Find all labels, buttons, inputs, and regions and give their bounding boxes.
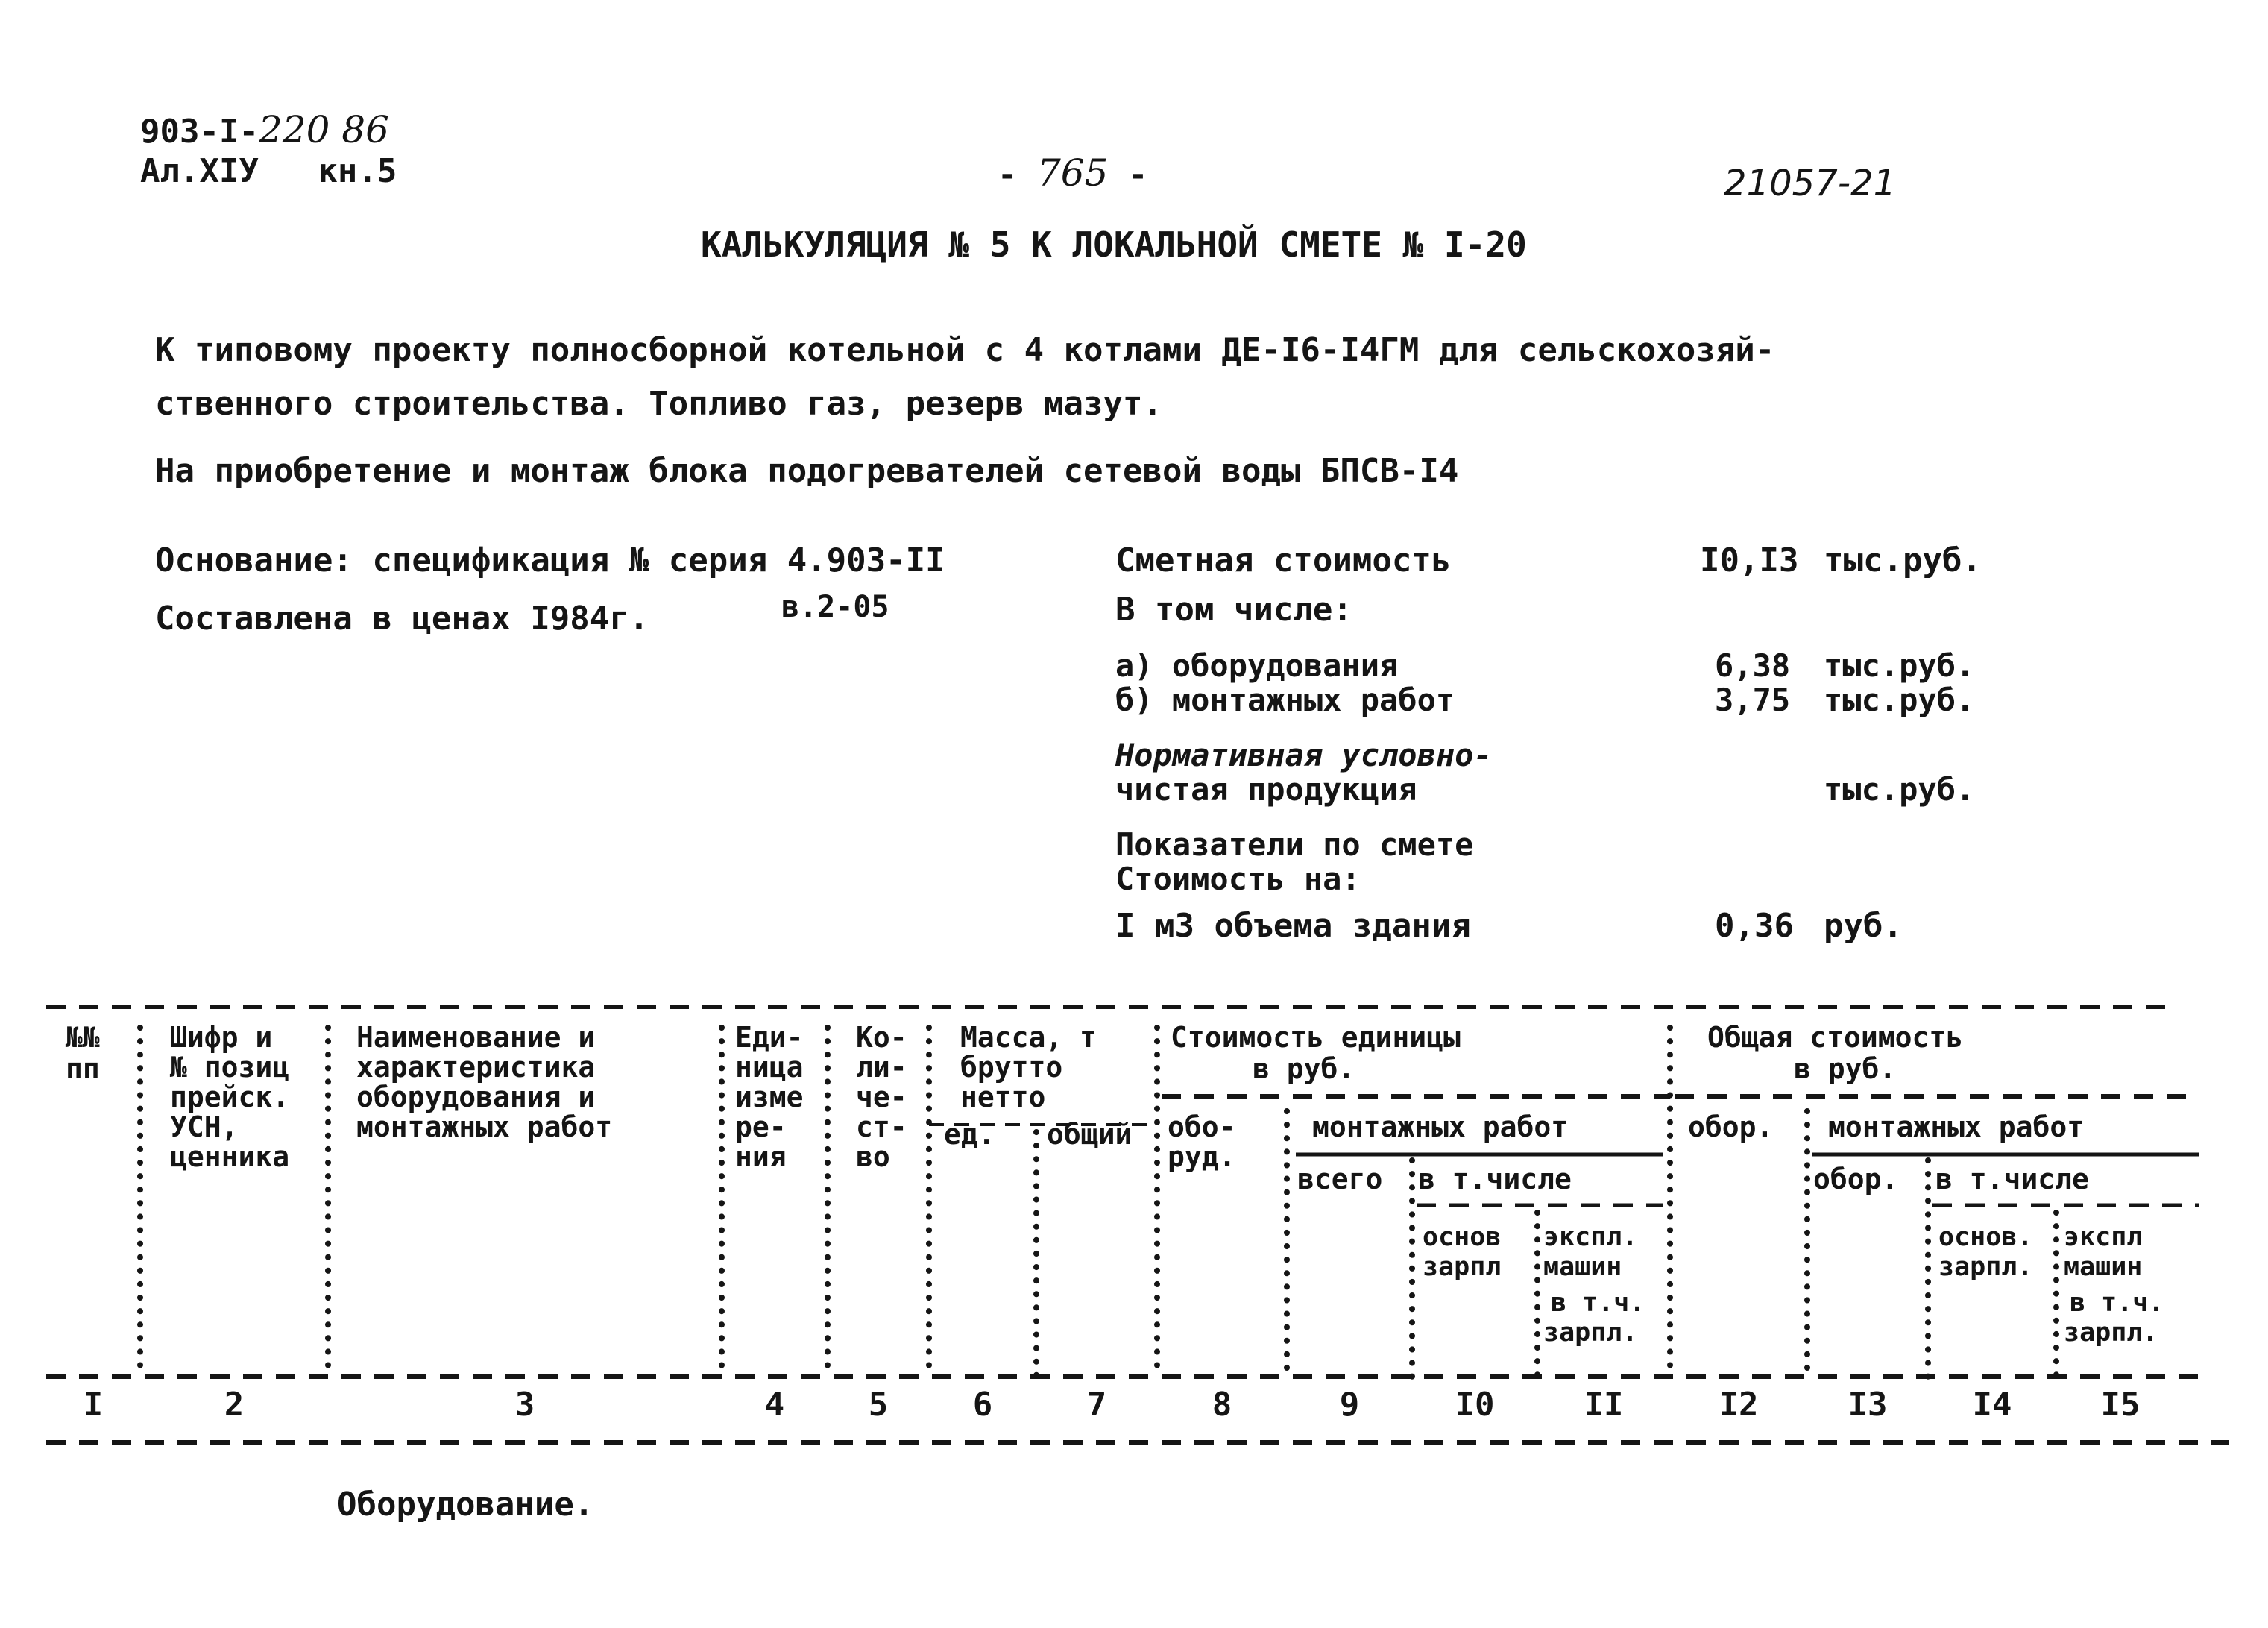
mach2-header-4: зарпл. bbox=[2064, 1318, 2158, 1348]
col2-header-4: УСН, bbox=[170, 1110, 239, 1143]
wage2-header-1: основ. bbox=[1938, 1222, 2033, 1252]
col-number-8: 8 bbox=[1212, 1386, 1232, 1424]
equipment-label: а) оборудования bbox=[1115, 647, 1399, 684]
page-title: КАЛЬКУЛЯЦИЯ № 5 К ЛОКАЛЬНОЙ СМЕТЕ № I-20 bbox=[701, 224, 1527, 265]
doc-code-handwritten: 220 86 bbox=[258, 108, 389, 151]
col4-header-4: ре- bbox=[735, 1110, 787, 1143]
intro-line-2: ственного строительства. Топливо газ, резерв мазут. bbox=[155, 385, 1163, 423]
basis-line-2: Составлена в ценах I984г. bbox=[155, 600, 649, 638]
mass-header-1: Масса, т bbox=[960, 1021, 1097, 1054]
mass-header-2: брутто bbox=[960, 1051, 1063, 1084]
estimate-label: Сметная стоимость bbox=[1115, 541, 1452, 579]
col2-header-3: прейск. bbox=[170, 1081, 290, 1113]
installation-label: б) монтажных работ bbox=[1115, 682, 1455, 718]
col-number-10: I0 bbox=[1455, 1386, 1495, 1424]
totalcost-header-1: Общая стоимость bbox=[1707, 1021, 1964, 1054]
section-title: Оборудование. bbox=[337, 1486, 594, 1524]
basis-line-1: Основание: спецификация № серия 4.903-II bbox=[155, 541, 945, 579]
col5-header-5: во bbox=[856, 1140, 890, 1173]
install2-header: монтажных работ bbox=[1828, 1110, 2085, 1143]
col-number-6: 6 bbox=[972, 1386, 993, 1424]
volume-unit: руб. bbox=[1824, 907, 1903, 945]
indicators-label-2: Стоимость на: bbox=[1115, 861, 1361, 897]
install-header: монтажных работ bbox=[1312, 1110, 1569, 1143]
col-number-1: I bbox=[83, 1386, 104, 1424]
mach2-header-2: машин bbox=[2064, 1252, 2143, 1282]
col2-header-5: ценника bbox=[170, 1140, 290, 1173]
page-number: - 765 - bbox=[998, 151, 1148, 195]
col-number-12: I2 bbox=[1719, 1386, 1759, 1424]
col4-header-2: ница bbox=[735, 1051, 804, 1084]
col3-header-2: характеристика bbox=[356, 1051, 596, 1084]
install2-incl-header: в т.числе bbox=[1935, 1163, 2089, 1195]
wage-header-2: зарпл bbox=[1423, 1252, 1502, 1282]
col-number-5: 5 bbox=[868, 1386, 889, 1424]
mass-header-3: нетто bbox=[960, 1081, 1046, 1113]
intro-line-1: К типовому проекту полносборной котельной с 4 котлами ДЕ-I6-I4ГМ для сельскохозяй- bbox=[155, 331, 1775, 369]
album-volume: Ал.XIУ кн.5 bbox=[140, 152, 397, 190]
col5-header-2: ли- bbox=[856, 1051, 907, 1084]
basis-issue: в.2-05 bbox=[781, 590, 889, 624]
normative-label-1: Нормативная условно- bbox=[1115, 737, 1493, 773]
estimate-value: I0,I3 bbox=[1700, 541, 1799, 579]
install2-total-header: обор. bbox=[1813, 1163, 1899, 1195]
equip2-header: обор. bbox=[1688, 1110, 1774, 1143]
col-number-2: 2 bbox=[224, 1386, 245, 1424]
install-incl-header: в т.числе bbox=[1418, 1163, 1572, 1195]
equip-header-1: обо- bbox=[1168, 1110, 1236, 1143]
mach2-header-3: в т.ч. bbox=[2070, 1288, 2164, 1318]
equip-header-2: руд. bbox=[1168, 1140, 1236, 1173]
mass-total-header: общий bbox=[1047, 1118, 1133, 1151]
volume-label: I м3 объема здания bbox=[1115, 907, 1471, 945]
col3-header-1: Наименование и bbox=[356, 1021, 596, 1054]
col2-header-1: Шифр и bbox=[170, 1021, 273, 1054]
col1-header-2: пп bbox=[66, 1052, 100, 1085]
mach-header-1: экспл. bbox=[1543, 1222, 1638, 1252]
right-code: 21057-21 bbox=[1724, 163, 1897, 204]
wage2-header-2: зарпл. bbox=[1938, 1252, 2033, 1282]
col5-header-4: ст- bbox=[856, 1110, 907, 1143]
installation-unit: тыс.руб. bbox=[1824, 682, 1975, 718]
col4-header-5: ния bbox=[735, 1140, 787, 1173]
unitcost-header-2: в руб. bbox=[1253, 1052, 1355, 1085]
col-number-11: II bbox=[1584, 1386, 1624, 1424]
mass-unit-header: ед. bbox=[944, 1118, 995, 1151]
col1-header-1: №№ bbox=[66, 1021, 100, 1054]
indicators-label-1: Показатели по смете bbox=[1115, 826, 1474, 863]
equipment-value: 6,38 bbox=[1715, 647, 1791, 684]
col-number-15: I5 bbox=[2100, 1386, 2141, 1424]
equipment-unit: тыс.руб. bbox=[1824, 647, 1975, 684]
col3-header-4: монтажных работ bbox=[356, 1110, 613, 1143]
col3-header-3: оборудования и bbox=[356, 1081, 596, 1113]
col5-header-3: че- bbox=[856, 1081, 907, 1113]
totalcost-header-2: в руб. bbox=[1794, 1052, 1897, 1085]
intro-line-3: На приобретение и монтаж блока подогревателей сетевой воды БПСВ-I4 bbox=[155, 452, 1459, 490]
mach-header-2: машин bbox=[1543, 1252, 1622, 1282]
col-number-3: 3 bbox=[514, 1386, 535, 1424]
installation-value: 3,75 bbox=[1715, 682, 1791, 718]
mach2-header-1: экспл bbox=[2064, 1222, 2143, 1252]
estimate-unit: тыс.руб. bbox=[1824, 541, 1982, 579]
mach-header-3: в т.ч. bbox=[1551, 1288, 1645, 1318]
install-total-header: всего bbox=[1297, 1163, 1383, 1195]
normative-unit: тыс.руб. bbox=[1824, 771, 1975, 808]
normative-label-2: чистая продукция bbox=[1115, 771, 1417, 808]
col4-header-1: Еди- bbox=[735, 1021, 804, 1054]
col5-header-1: Ко- bbox=[856, 1021, 907, 1054]
col-number-13: I3 bbox=[1848, 1386, 1888, 1424]
col-number-9: 9 bbox=[1339, 1386, 1360, 1424]
col-number-4: 4 bbox=[764, 1386, 785, 1424]
wage-header-1: основ bbox=[1423, 1222, 1502, 1252]
col-number-7: 7 bbox=[1086, 1386, 1107, 1424]
including-label: В том числе: bbox=[1115, 591, 1352, 629]
mach-header-4: зарпл. bbox=[1543, 1318, 1638, 1348]
col2-header-2: № позиц bbox=[170, 1051, 290, 1084]
volume-value: 0,36 bbox=[1715, 907, 1794, 945]
col-number-14: I4 bbox=[1972, 1386, 2012, 1424]
unitcost-header-1: Стоимость единицы bbox=[1171, 1021, 1461, 1054]
doc-code-printed: 903-I- bbox=[140, 113, 259, 151]
col4-header-3: изме bbox=[735, 1081, 804, 1113]
